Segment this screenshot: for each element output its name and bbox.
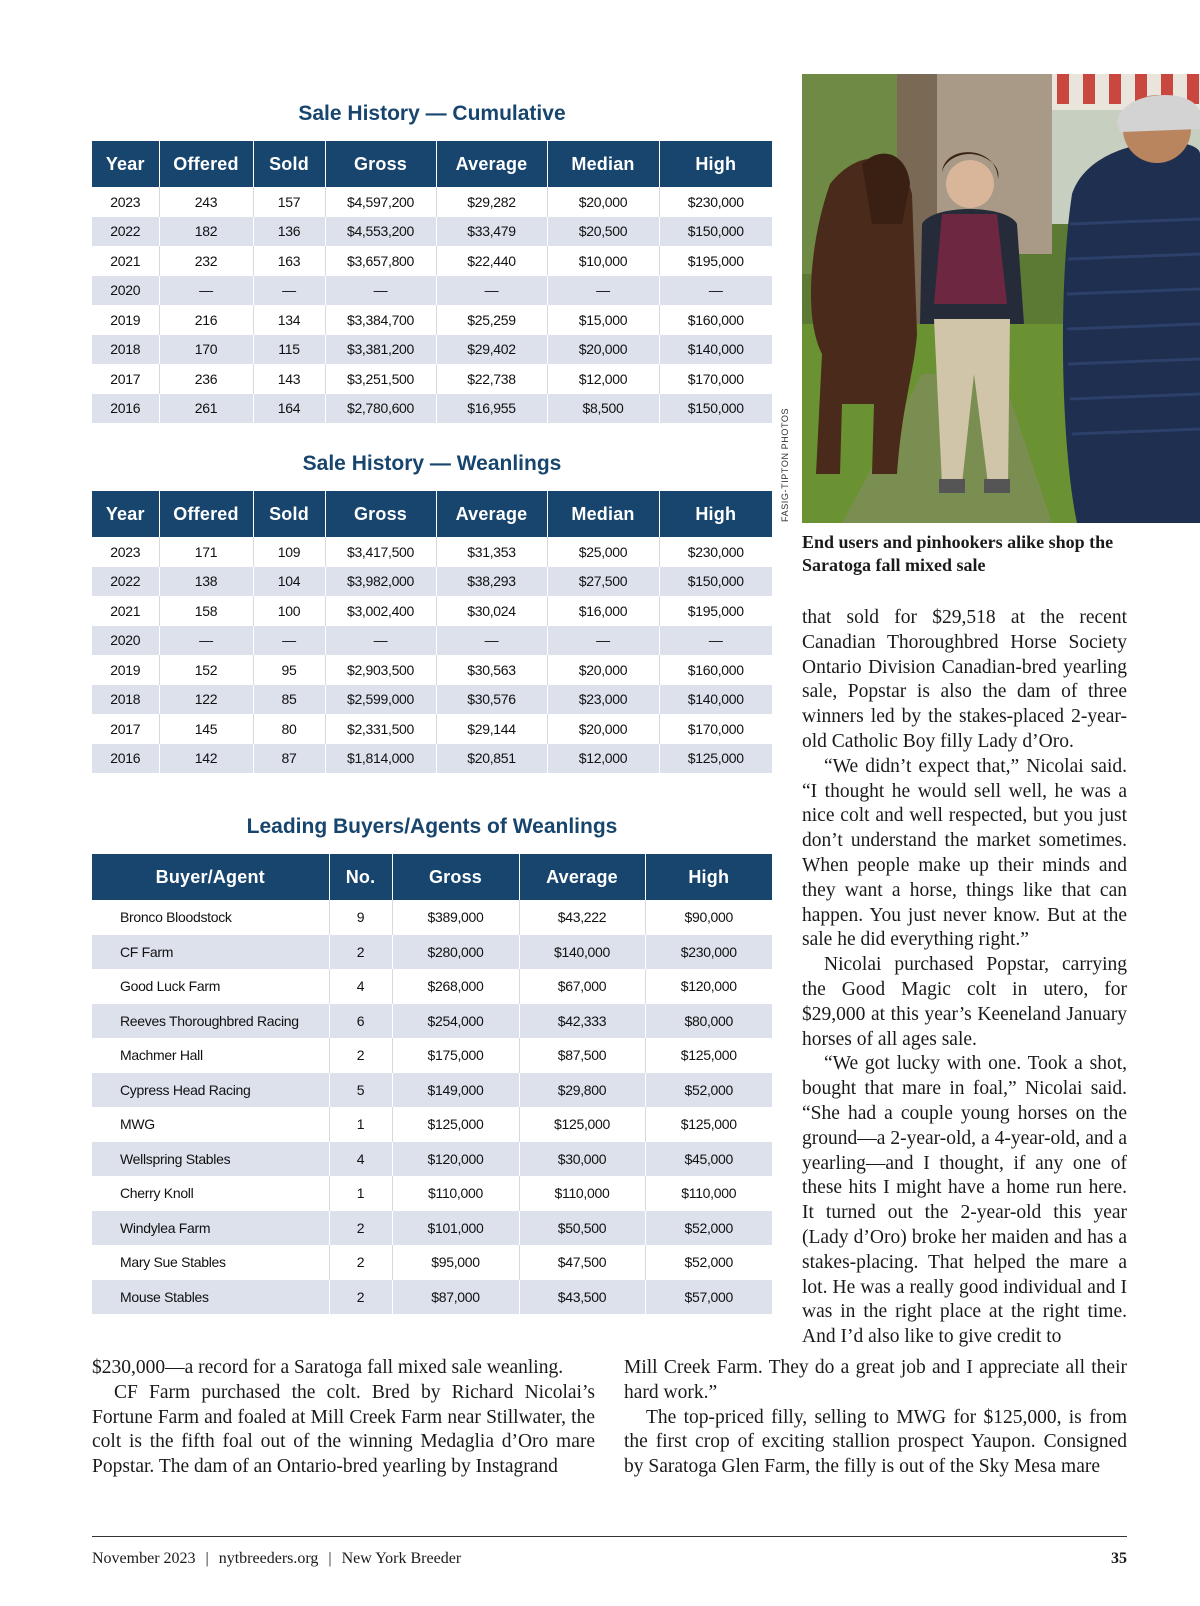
table-cell: 2 bbox=[329, 1280, 392, 1315]
table-cell: 100 bbox=[253, 596, 325, 626]
table-cell: $87,000 bbox=[392, 1280, 519, 1315]
column-header: Gross bbox=[325, 141, 436, 187]
table-cell: 5 bbox=[329, 1073, 392, 1108]
table-row bbox=[92, 714, 772, 744]
table-cell: 85 bbox=[253, 685, 325, 715]
table-cell: $3,384,700 bbox=[325, 305, 436, 335]
table-cell: $30,000 bbox=[519, 1142, 645, 1177]
table-cell: $43,500 bbox=[519, 1280, 645, 1315]
table-cell: $95,000 bbox=[392, 1245, 519, 1280]
table-cell: 2023 bbox=[92, 187, 159, 217]
table-row bbox=[92, 217, 772, 247]
table-row bbox=[92, 1073, 772, 1108]
column-header: No. bbox=[329, 854, 392, 900]
table-cell: 2016 bbox=[92, 394, 159, 424]
column-header: Average bbox=[519, 854, 645, 900]
table-cell: $16,955 bbox=[436, 394, 547, 424]
weanlings-table-title: Sale History — Weanlings bbox=[302, 452, 562, 475]
table-cell: $20,851 bbox=[436, 744, 547, 774]
table-header-row bbox=[92, 141, 772, 187]
column-header: High bbox=[645, 854, 772, 900]
table-cell: 163 bbox=[253, 246, 325, 276]
table-cell: 4 bbox=[329, 1142, 392, 1177]
article-paragraph: Mill Creek Farm. They do a great job and I appreciate all their hard work.” bbox=[624, 1357, 1127, 1403]
table-cell: 2019 bbox=[92, 655, 159, 685]
table-row bbox=[92, 187, 772, 217]
table-row bbox=[92, 596, 772, 626]
table-cell: $120,000 bbox=[645, 969, 772, 1004]
photo-credit: FASIG-TIPTON PHOTOS bbox=[780, 407, 790, 522]
table-cell: $20,000 bbox=[547, 714, 659, 744]
table-cell: MWG bbox=[92, 1107, 329, 1142]
table-cell: $25,000 bbox=[547, 537, 659, 567]
table-cell: $8,500 bbox=[547, 394, 659, 424]
column-header: Sold bbox=[253, 491, 325, 537]
table-cell: $27,500 bbox=[547, 567, 659, 597]
table-cell: 87 bbox=[253, 744, 325, 774]
table-cell: 2018 bbox=[92, 335, 159, 365]
table-row bbox=[92, 900, 772, 935]
table-cell: $230,000 bbox=[659, 537, 772, 567]
table-row bbox=[92, 567, 772, 597]
table-cell: $150,000 bbox=[659, 217, 772, 247]
table-cell: $3,982,000 bbox=[325, 567, 436, 597]
table-cell: $12,000 bbox=[547, 744, 659, 774]
page-footer: November 2023 | nytbreeders.org | New York Breeder 35 bbox=[92, 1550, 1127, 1567]
article-bottom-left bbox=[92, 1356, 595, 1480]
table-cell: CF Farm bbox=[92, 935, 329, 970]
table-header-row bbox=[92, 854, 772, 900]
column-header: Offered bbox=[159, 141, 253, 187]
column-header: High bbox=[659, 141, 772, 187]
weanlings-sale-table bbox=[92, 491, 772, 773]
table-cell: 2022 bbox=[92, 217, 159, 247]
table-cell: $80,000 bbox=[645, 1004, 772, 1039]
table-cell: $170,000 bbox=[659, 714, 772, 744]
table-cell: $140,000 bbox=[659, 685, 772, 715]
table-cell: $30,563 bbox=[436, 655, 547, 685]
table-cell: 2017 bbox=[92, 714, 159, 744]
table-cell: Good Luck Farm bbox=[92, 969, 329, 1004]
table-cell: $29,800 bbox=[519, 1073, 645, 1108]
article-paragraph: The top-priced filly, selling to MWG for $125,000, is from the first crop of exciting stallion prospect Yaupon. Consigned by Saratoga Glen Farm, the filly is out of the Sky Mesa mare bbox=[624, 1406, 1127, 1478]
table-cell: $3,657,800 bbox=[325, 246, 436, 276]
table-cell: $195,000 bbox=[659, 246, 772, 276]
column-header: Year bbox=[92, 491, 159, 537]
table-cell: $230,000 bbox=[645, 935, 772, 970]
table-cell: $47,500 bbox=[519, 1245, 645, 1280]
article-right-column bbox=[802, 606, 1127, 1350]
table-cell: $20,000 bbox=[547, 335, 659, 365]
table-cell: 182 bbox=[159, 217, 253, 247]
table-cell: Cherry Knoll bbox=[92, 1176, 329, 1211]
table-cell: 164 bbox=[253, 394, 325, 424]
column-header: Offered bbox=[159, 491, 253, 537]
column-header: Year bbox=[92, 141, 159, 187]
table-cell: $230,000 bbox=[659, 187, 772, 217]
article-paragraph: $230,000—a record for a Saratoga fall mixed sale weanling. bbox=[92, 1357, 564, 1378]
table-cell: $29,402 bbox=[436, 335, 547, 365]
table-cell: 104 bbox=[253, 567, 325, 597]
table-cell: 6 bbox=[329, 1004, 392, 1039]
table-cell: 171 bbox=[159, 537, 253, 567]
table-cell: — bbox=[253, 626, 325, 656]
table-row bbox=[92, 744, 772, 774]
table-cell: Machmer Hall bbox=[92, 1038, 329, 1073]
table-row bbox=[92, 655, 772, 685]
column-header: Gross bbox=[392, 854, 519, 900]
table-cell: $160,000 bbox=[659, 655, 772, 685]
table-cell: $140,000 bbox=[519, 935, 645, 970]
table-cell: $3,417,500 bbox=[325, 537, 436, 567]
table-cell: $120,000 bbox=[392, 1142, 519, 1177]
table-cell: $170,000 bbox=[659, 364, 772, 394]
table-cell: $4,597,200 bbox=[325, 187, 436, 217]
footer-divider bbox=[92, 1536, 1127, 1537]
table-cell: $20,000 bbox=[547, 655, 659, 685]
table-cell: — bbox=[325, 626, 436, 656]
article-paragraph: that sold for $29,518 at the recent Canadian Thoroughbred Horse Society Ontario Division Canadian-bred yearling sale, Popstar is also the dam of three winners led by the stakes-placed 2-year-old Catholic Boy filly Lady d’Oro. bbox=[802, 607, 1127, 752]
table-cell: — bbox=[436, 626, 547, 656]
table-cell: — bbox=[325, 276, 436, 306]
table-cell: 115 bbox=[253, 335, 325, 365]
table-cell: $15,000 bbox=[547, 305, 659, 335]
table-row bbox=[92, 364, 772, 394]
footer-date: November 2023 bbox=[92, 1550, 196, 1567]
table-cell: $29,282 bbox=[436, 187, 547, 217]
table-cell: 152 bbox=[159, 655, 253, 685]
table-cell: $30,576 bbox=[436, 685, 547, 715]
table-cell: $2,331,500 bbox=[325, 714, 436, 744]
table-cell: 138 bbox=[159, 567, 253, 597]
table-cell: $1,814,000 bbox=[325, 744, 436, 774]
table-cell: Reeves Thoroughbred Racing bbox=[92, 1004, 329, 1039]
table-cell: 2017 bbox=[92, 364, 159, 394]
table-cell: 236 bbox=[159, 364, 253, 394]
article-bottom-right bbox=[624, 1356, 1127, 1480]
table-cell: — bbox=[659, 276, 772, 306]
table-cell: $268,000 bbox=[392, 969, 519, 1004]
table-cell: $125,000 bbox=[645, 1107, 772, 1142]
table-cell: 2 bbox=[329, 1211, 392, 1246]
table-cell: $25,259 bbox=[436, 305, 547, 335]
table-row bbox=[92, 394, 772, 424]
cumulative-table-title: Sale History — Cumulative bbox=[298, 102, 566, 125]
table-row bbox=[92, 1142, 772, 1177]
table-cell: 2021 bbox=[92, 596, 159, 626]
table-cell: $52,000 bbox=[645, 1245, 772, 1280]
footer-site-link[interactable]: nytbreeders.org bbox=[218, 1550, 319, 1567]
table-cell: $52,000 bbox=[645, 1211, 772, 1246]
table-cell: $125,000 bbox=[392, 1107, 519, 1142]
table-row bbox=[92, 685, 772, 715]
table-cell: Cypress Head Racing bbox=[92, 1073, 329, 1108]
table-row bbox=[92, 935, 772, 970]
table-cell: $20,000 bbox=[547, 187, 659, 217]
column-header: Median bbox=[547, 141, 659, 187]
table-cell: $125,000 bbox=[645, 1038, 772, 1073]
table-cell: — bbox=[253, 276, 325, 306]
table-row bbox=[92, 1211, 772, 1246]
table-row bbox=[92, 1107, 772, 1142]
table-cell: 142 bbox=[159, 744, 253, 774]
table-cell: $254,000 bbox=[392, 1004, 519, 1039]
column-header: Median bbox=[547, 491, 659, 537]
table-cell: Wellspring Stables bbox=[92, 1142, 329, 1177]
table-cell: 109 bbox=[253, 537, 325, 567]
table-cell: 216 bbox=[159, 305, 253, 335]
table-cell: 2018 bbox=[92, 685, 159, 715]
table-row bbox=[92, 1245, 772, 1280]
table-cell: 136 bbox=[253, 217, 325, 247]
table-cell: $23,000 bbox=[547, 685, 659, 715]
table-cell: Mary Sue Stables bbox=[92, 1245, 329, 1280]
table-cell: 95 bbox=[253, 655, 325, 685]
table-cell: 143 bbox=[253, 364, 325, 394]
table-cell: 1 bbox=[329, 1176, 392, 1211]
table-cell: Bronco Bloodstock bbox=[92, 900, 329, 935]
table-row bbox=[92, 276, 772, 306]
table-row bbox=[92, 305, 772, 335]
table-cell: 243 bbox=[159, 187, 253, 217]
table-cell: — bbox=[547, 626, 659, 656]
column-header: Gross bbox=[325, 491, 436, 537]
table-cell: $3,002,400 bbox=[325, 596, 436, 626]
table-cell: $30,024 bbox=[436, 596, 547, 626]
table-cell: $2,903,500 bbox=[325, 655, 436, 685]
column-header: High bbox=[659, 491, 772, 537]
table-cell: 2016 bbox=[92, 744, 159, 774]
table-cell: $12,000 bbox=[547, 364, 659, 394]
table-cell: 134 bbox=[253, 305, 325, 335]
table-cell: $140,000 bbox=[659, 335, 772, 365]
table-cell: Mouse Stables bbox=[92, 1280, 329, 1315]
table-cell: 2 bbox=[329, 1245, 392, 1280]
column-header: Average bbox=[436, 141, 547, 187]
table-cell: $110,000 bbox=[392, 1176, 519, 1211]
table-cell: 261 bbox=[159, 394, 253, 424]
article-paragraph: CF Farm purchased the colt. Bred by Richard Nicolai’s Fortune Farm and foaled at Mill Creek Farm near Stillwater, the colt is the fifth foal out of the winning Medaglia d’Oro mare Popstar. The dam of an Ontario-bred yearling by Instagrand bbox=[92, 1381, 595, 1478]
table-cell: 2 bbox=[329, 935, 392, 970]
page-number: 35 bbox=[1111, 1550, 1127, 1567]
table-cell: 2 bbox=[329, 1038, 392, 1073]
table-cell: 2022 bbox=[92, 567, 159, 597]
table-cell: $2,599,000 bbox=[325, 685, 436, 715]
table-cell: $160,000 bbox=[659, 305, 772, 335]
table-cell: $16,000 bbox=[547, 596, 659, 626]
table-cell: $3,381,200 bbox=[325, 335, 436, 365]
table-cell: $22,440 bbox=[436, 246, 547, 276]
table-row bbox=[92, 537, 772, 567]
table-cell: $67,000 bbox=[519, 969, 645, 1004]
table-cell: 2020 bbox=[92, 276, 159, 306]
table-cell: — bbox=[159, 626, 253, 656]
table-cell: $42,333 bbox=[519, 1004, 645, 1039]
table-cell: $3,251,500 bbox=[325, 364, 436, 394]
table-cell: $110,000 bbox=[519, 1176, 645, 1211]
leading-buyers-table bbox=[92, 854, 772, 1314]
table-cell: $2,780,600 bbox=[325, 394, 436, 424]
cumulative-sale-table bbox=[92, 141, 772, 423]
table-cell: 145 bbox=[159, 714, 253, 744]
table-cell: 1 bbox=[329, 1107, 392, 1142]
table-cell: — bbox=[659, 626, 772, 656]
article-paragraph: “We didn’t expect that,” Nicolai said. “I thought he would sell well, he was a nice colt and well respected, but you just don’t understand the market sometimes. When people make up their minds and they want a horse, things like that can happen. You just never know. But at the sale he did everything right.” bbox=[802, 755, 1127, 951]
table-cell: $20,500 bbox=[547, 217, 659, 247]
table-cell: $87,500 bbox=[519, 1038, 645, 1073]
table-cell: — bbox=[547, 276, 659, 306]
buyers-table-title: Leading Buyers/Agents of Weanlings bbox=[246, 815, 618, 838]
table-cell: $101,000 bbox=[392, 1211, 519, 1246]
table-cell: $50,500 bbox=[519, 1211, 645, 1246]
table-cell: $31,353 bbox=[436, 537, 547, 567]
table-cell: 2019 bbox=[92, 305, 159, 335]
table-cell: $38,293 bbox=[436, 567, 547, 597]
table-cell: $57,000 bbox=[645, 1280, 772, 1315]
table-cell: $45,000 bbox=[645, 1142, 772, 1177]
table-row bbox=[92, 1280, 772, 1315]
sale-photo bbox=[802, 74, 1200, 523]
table-header-row bbox=[92, 491, 772, 537]
table-cell: $195,000 bbox=[659, 596, 772, 626]
table-cell: — bbox=[159, 276, 253, 306]
table-cell: $280,000 bbox=[392, 935, 519, 970]
table-row bbox=[92, 969, 772, 1004]
table-cell: $22,738 bbox=[436, 364, 547, 394]
table-cell: $29,144 bbox=[436, 714, 547, 744]
table-cell: 232 bbox=[159, 246, 253, 276]
article-paragraph: Nicolai purchased Popstar, carrying the Good Magic colt in utero, for $29,000 at this year’s Keeneland January horses of all ages sale. bbox=[802, 954, 1127, 1050]
table-cell: — bbox=[436, 276, 547, 306]
table-cell: 2020 bbox=[92, 626, 159, 656]
table-cell: $150,000 bbox=[659, 567, 772, 597]
table-cell: $175,000 bbox=[392, 1038, 519, 1073]
table-cell: $389,000 bbox=[392, 900, 519, 935]
table-row bbox=[92, 246, 772, 276]
table-row bbox=[92, 626, 772, 656]
table-cell: $110,000 bbox=[645, 1176, 772, 1211]
table-cell: $33,479 bbox=[436, 217, 547, 247]
table-cell: $150,000 bbox=[659, 394, 772, 424]
table-cell: 80 bbox=[253, 714, 325, 744]
table-row bbox=[92, 1004, 772, 1039]
table-cell: 4 bbox=[329, 969, 392, 1004]
table-cell: $10,000 bbox=[547, 246, 659, 276]
table-row bbox=[92, 335, 772, 365]
table-cell: $52,000 bbox=[645, 1073, 772, 1108]
table-row bbox=[92, 1038, 772, 1073]
column-header: Average bbox=[436, 491, 547, 537]
footer-publication: New York Breeder bbox=[341, 1550, 462, 1567]
table-cell: $43,222 bbox=[519, 900, 645, 935]
table-row bbox=[92, 1176, 772, 1211]
article-paragraph: “We got lucky with one. Took a shot, bought that mare in foal,” Nicolai said. “She had a couple young horses on the ground—a 2-year-old, a 4-year-old, and a yearling—and I thought, if any one of these hits I might have a home run here. It turned out the 2-year-old this year (Lady d’Oro) broke her maiden and has a stakes-placing. That helped the mare a lot. He was a really good individual and I was in the right place at the right time. And I’d also like to give credit to bbox=[802, 1053, 1127, 1348]
photo-caption: End users and pinhookers alike shop the Saratoga fall mixed sale bbox=[802, 532, 1114, 575]
table-cell: 158 bbox=[159, 596, 253, 626]
table-cell: 2023 bbox=[92, 537, 159, 567]
column-header: Buyer/Agent bbox=[92, 854, 329, 900]
table-cell: 170 bbox=[159, 335, 253, 365]
table-cell: $90,000 bbox=[645, 900, 772, 935]
table-cell: 122 bbox=[159, 685, 253, 715]
table-cell: 2021 bbox=[92, 246, 159, 276]
table-cell: $125,000 bbox=[519, 1107, 645, 1142]
table-cell: 9 bbox=[329, 900, 392, 935]
table-cell: $4,553,200 bbox=[325, 217, 436, 247]
table-cell: $125,000 bbox=[659, 744, 772, 774]
column-header: Sold bbox=[253, 141, 325, 187]
table-cell: Windylea Farm bbox=[92, 1211, 329, 1246]
table-cell: 157 bbox=[253, 187, 325, 217]
table-cell: $149,000 bbox=[392, 1073, 519, 1108]
